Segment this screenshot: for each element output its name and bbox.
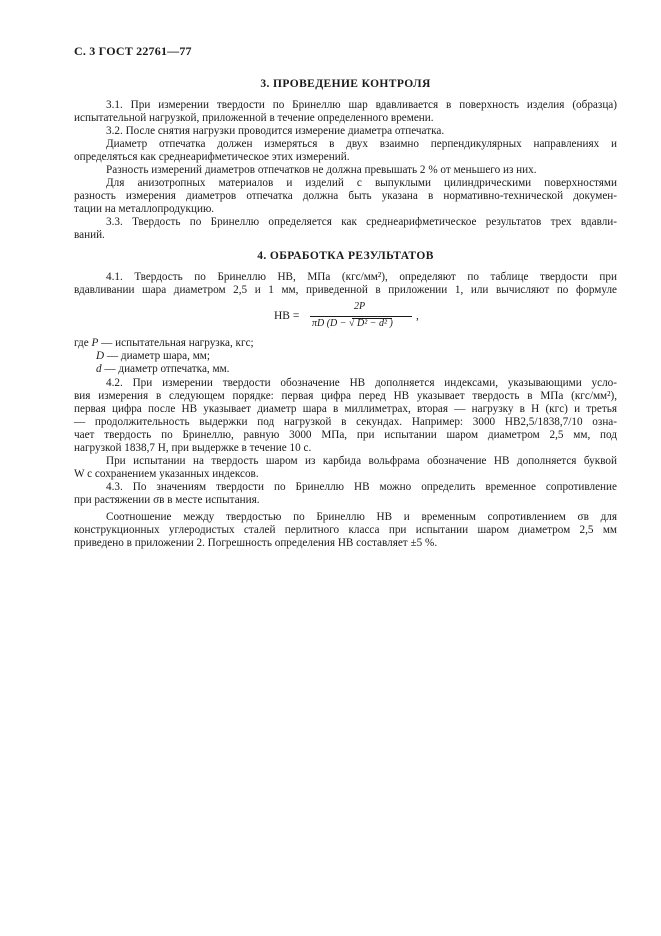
- sqrt-vinculum: [352, 318, 392, 319]
- paragraph-line: 4.2. При измерении твердости обозначение НВ дополняется индексами, указывающими усло-: [106, 377, 617, 389]
- paragraph-line: первая цифра после НВ указывает диаметр шара в миллиметрах, вторая — нагрузку в Н (кгс) и третья: [74, 403, 617, 415]
- paragraph-line: — продолжительность выдержки под нагрузкой в секундах. Например: 3000 НВ2,5/1838,7/10 озна-: [74, 416, 617, 428]
- definition-symbol: D: [96, 350, 105, 362]
- paragraph-line: W с сохранением указанных индексов.: [74, 468, 259, 480]
- paragraph-line: определяться как среднеарифметическое этих измерений.: [74, 151, 350, 163]
- paragraph-line: нагрузкой 1838,7 Н, при выдержке в течение 10 с.: [74, 442, 312, 454]
- paragraph-line: вдавливании шара диаметром 2,5 и 1 мм, приведенной в приложении 1, или вычисляют по формуле: [74, 284, 617, 296]
- definition-line: [74, 337, 617, 350]
- paragraph-line: Для анизотропных материалов и изделий с выпуклыми цилиндрическими поверхностями: [106, 177, 617, 189]
- paragraph-line: вия измерения в следующем порядке: первая цифра перед НВ указывает твердость в МПа (кгс/мм²),: [74, 390, 617, 402]
- section-4-title: 4. ОБРАБОТКА РЕЗУЛЬТАТОВ: [257, 250, 434, 262]
- definition-text: — диаметр шара, мм;: [104, 350, 210, 362]
- running-header: С. 3 ГОСТ 22761—77: [74, 44, 192, 58]
- definition-prefix: где: [74, 337, 92, 349]
- paragraph-line: При испытании на твердость шаром из карбида вольфрама обозначение НВ дополняется буквой: [106, 455, 617, 467]
- paragraph-line: ваний.: [74, 229, 105, 241]
- formula-lhs: HB =: [274, 310, 300, 322]
- paragraph-line: 3.2. После снятия нагрузки проводится измерение диаметра отпечатка.: [106, 125, 445, 137]
- definition-line: [96, 350, 639, 363]
- paragraph-line: Разность измерений диаметров отпечатков не должна превышать 2 % от меньшего из них.: [106, 164, 537, 176]
- formula-numerator: 2P: [354, 301, 366, 312]
- paragraph-line: разность измерения диаметров отпечатка должна быть указана в нормативно-технической докумен-: [74, 190, 617, 202]
- formula-denominator: πD (D − √ D² − d² ): [312, 318, 393, 329]
- paragraph-line: 4.3. По значениям твердости по Бринеллю НВ можно определить временное сопротивление: [106, 481, 617, 493]
- paragraph-line: приведено в приложении 2. Погрешность определения НВ составляет ±5 %.: [74, 537, 438, 549]
- paragraph-line: 3.1. При измерении твердости по Бринеллю шар вдавливается в поверхность изделия (образца): [106, 99, 617, 111]
- formula-trailing: ,: [416, 310, 419, 322]
- paragraph-line: тации на металлопродукцию.: [74, 203, 215, 215]
- fraction-bar: [310, 316, 412, 317]
- paragraph-line: 3.3. Твердость по Бринеллю определяется как среднеарифметическое результатов трех вдавли-: [106, 216, 617, 228]
- paragraph-line: 4.1. Твердость по Бринеллю НВ, МПа (кгс/мм²), определяют по таблице твердости при: [106, 271, 617, 283]
- paragraph-line: конструкционных углеродистых сталей перлитного класса при испытании шаром диаметром 2,5 мм: [74, 524, 617, 536]
- definition-text: — испытательная нагрузка, кгс;: [98, 337, 254, 349]
- definition-symbol: P: [91, 337, 99, 349]
- definition-line: [96, 363, 639, 376]
- paragraph-line: Соотношение между твердостью по Бринеллю НВ и временным сопротивлением σв для: [106, 511, 617, 523]
- paragraph-line: Диаметр отпечатка должен измеряться в двух взаимно перпендикулярных направлениях и: [106, 138, 617, 150]
- paragraph-line: при растяжении σв в месте испытания.: [74, 494, 260, 506]
- definition-text: — диаметр отпечатка, мм.: [101, 363, 230, 375]
- paragraph-line: испытательной нагрузкой, приложенной в течение определенного времени.: [74, 112, 434, 124]
- definition-symbol: d: [96, 363, 102, 375]
- section-3-title: 3. ПРОВЕДЕНИЕ КОНТРОЛЯ: [260, 78, 431, 90]
- paragraph-line: чает твердость по Бринеллю, равную 3000 МПа, при испытании шаром диаметром 2,5 мм, под: [74, 429, 617, 441]
- brinell-formula: [274, 301, 434, 335]
